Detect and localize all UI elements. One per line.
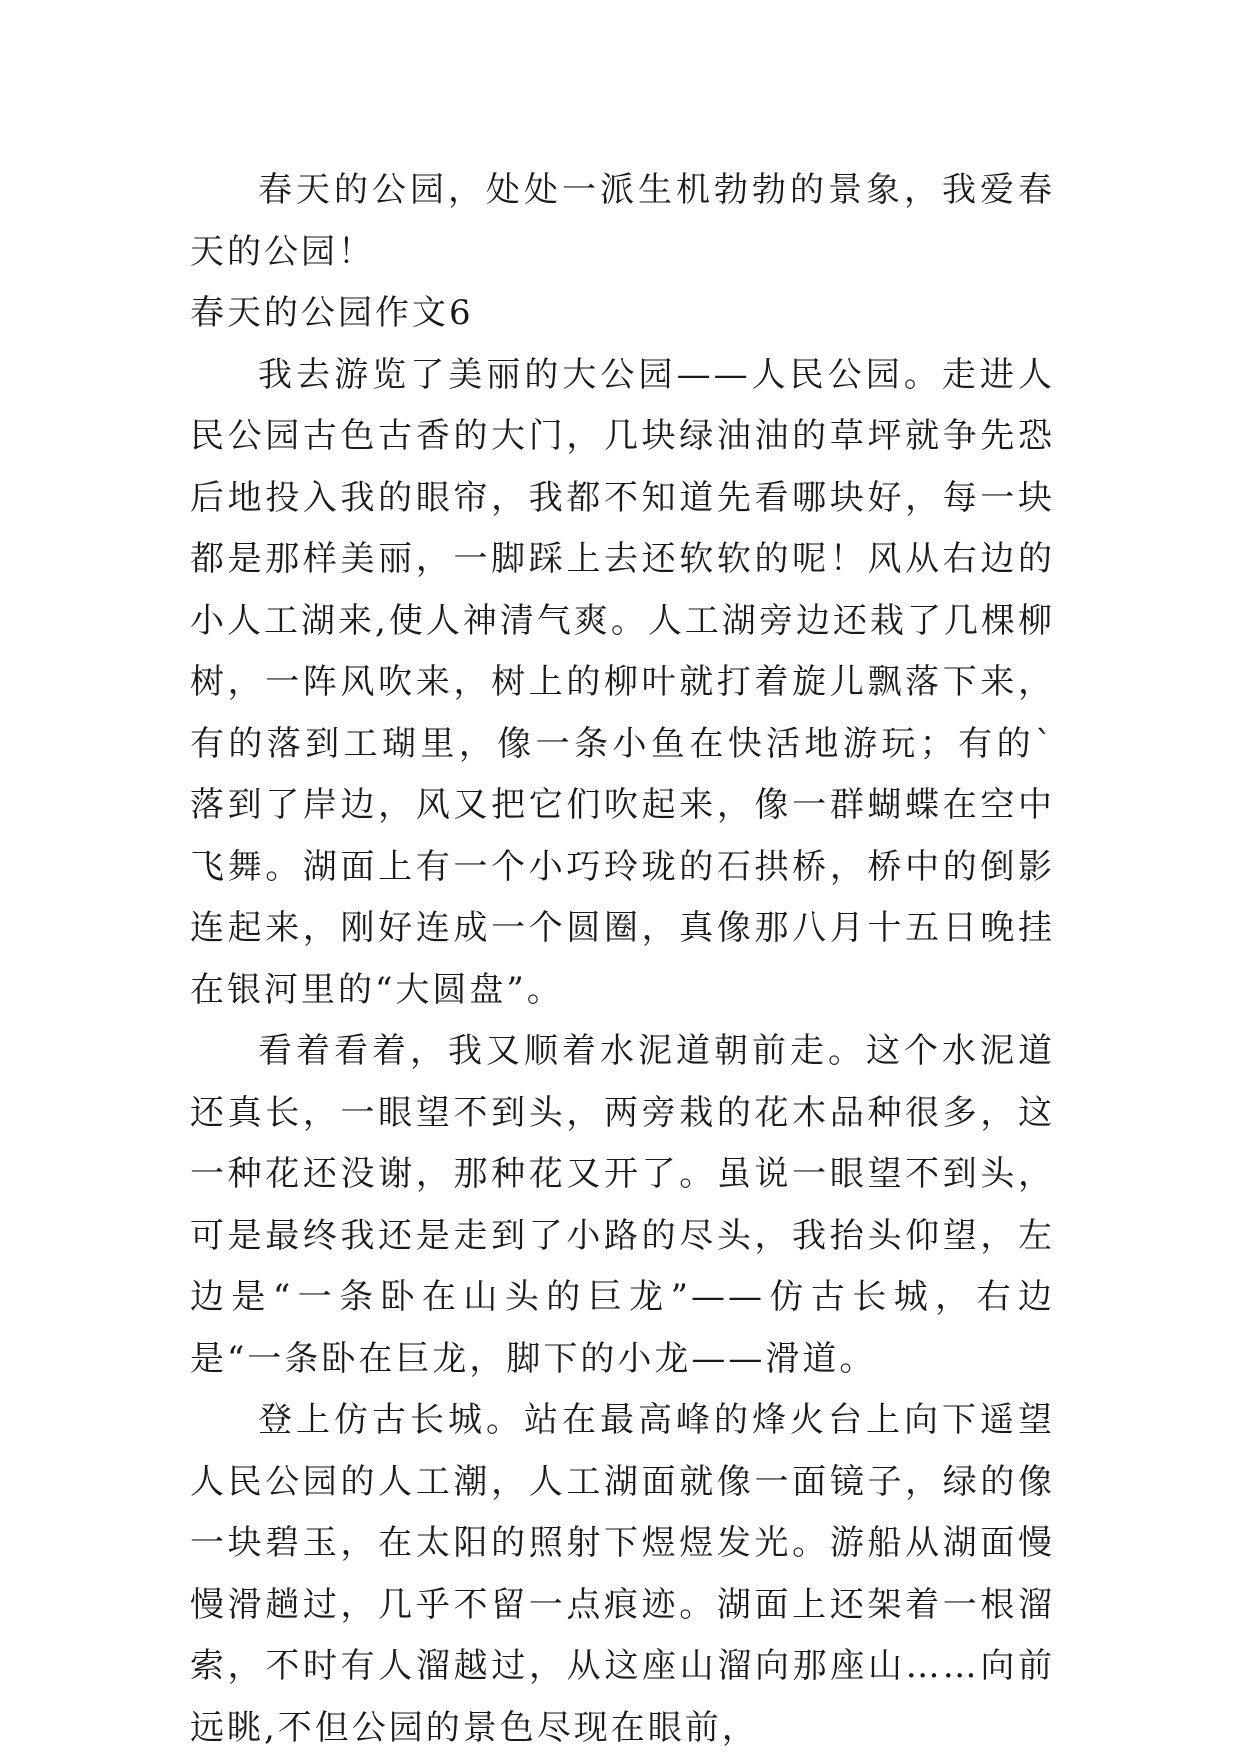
paragraph-park-entrance: 我去游览了美丽的大公园——人民公园。走进人民公园古色古香的大门，几块绿油油的草坪就争先恐后地投入我的眼帘，我都不知道先看哪块好，每一块都是那样美丽，一脚踩上去还软软的呢！风从右边的小人工湖来,使人神清气爽。人工湖旁边还栽了几棵柳树，一阵风吹来，树上的柳叶就打着旋儿飘落下来，有的落到工瑚里，像一条小鱼在快活地游玩；有的`落到了岸边，风又把它们吹起来，像一群蝴蝶在空中飞舞。湖面上有一个小巧玲珑的石拱桥，桥中的倒影连起来，刚好连成一个圆圈，真像那八月十五日晚挂在银河里的“大圆盘”。 [190, 354, 1055, 1010]
document-body [190, 160, 1055, 1759]
essay-heading: 春天的公园作文6 [190, 293, 474, 333]
paragraph-cement-road: 看着看着，我又顺着水泥道朝前走。这个水泥道还真长，一眼望不到头，两旁栽的花木品种很多，这一种花还没谢，那种花又开了。虽说一眼望不到头，可是最终我还是走到了小路的尽头，我抬头仰望，左边是“一条卧在山头的巨龙”——仿古长城，右边是“一条卧在巨龙，脚下的小龙——滑道。 [190, 1031, 1055, 1379]
paragraph-great-wall: 登上仿古长城。站在最高峰的烽火台上向下遥望人民公园的人工潮，人工湖面就像一面镜子，绿的像一块碧玉，在太阳的照射下煜煜发光。游船从湖面慢慢滑趟过，几乎不留一点痕迹。湖面上还架着一根溜索，不时有人溜越过，从这座山溜向那座山……向前远眺,不但公园的景色尽现在眼前， [190, 1400, 1055, 1748]
paragraph-closing: 春天的公园，处处一派生机勃勃的景象，我爱春天的公园！ [190, 170, 1055, 272]
